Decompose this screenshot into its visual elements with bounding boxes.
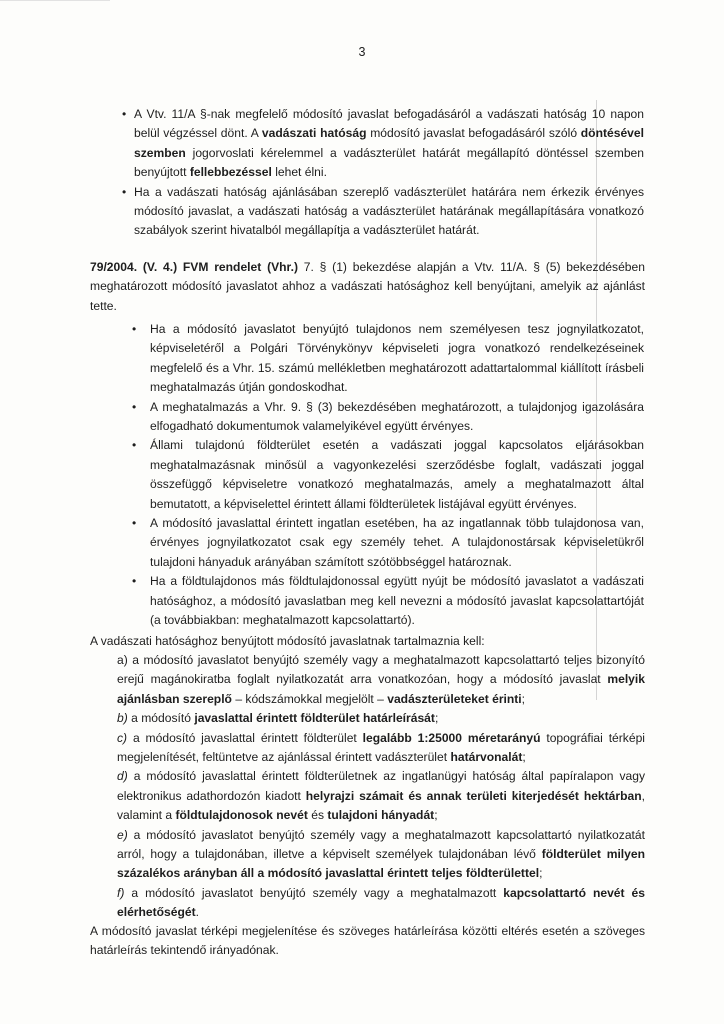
list-item: d) a módosító javaslattal érintett földterületnek az ingatlanügyi hatóság által papíralapon vagy elektronikus adathordozón kiadott helyrajzi számait és annak területi kiterjedését hektárban, valamint a földtulajdonosok nevét és tulajdoni hányadát; bbox=[117, 769, 645, 823]
rendelet-paragraph: 79/2004. (V. 4.) FVM rendelet (Vhr.) 7. § (1) bekezdése alapján a Vtv. 11/A. § (5) bekezdésében meghatározott módosító javaslatot ahhoz a vadászati hatósághoz kell benyújtani, amelyik az ajánlást tette. bbox=[90, 260, 645, 313]
closing-paragraph: A módosító javaslat térképi megjelenítése és szöveges határleírása közötti eltérés esetén a szöveges határleírás tekintendő irányadónak. bbox=[90, 924, 645, 958]
list-item: • A Vtv. 11/A §-nak megfelelő módosító javaslat befogadásáról a vadászati hatóság 10 napon belül végzéssel dönt. A vadászati hatóság módosító javaslat befogadásáról szóló döntésével szemben jogorvoslati kérelemmel a vadászterület határát megállapító döntéssel szemben benyújtott fellebbezéssel lehet élni. bbox=[122, 105, 644, 183]
list-item: • A meghatalmazás a Vhr. 9. § (3) bekezdésében meghatározott, a tulajdonjog igazolására elfogadható dokumentumok valamelyikével együtt érvényes. bbox=[132, 398, 644, 437]
scan-edge-mark bbox=[0, 0, 110, 1]
hatosag-dontes-list bbox=[122, 105, 644, 241]
list-item: a) a módosító javaslatot benyújtó személy vagy a meghatalmazott kapcsolattartó teljes bizonyító erejű magánokiratba foglalt nyilatkozatát arra vonatkozóan, hogy a módosító javaslat melyik ajánlásban szereplő – kódszámokkal megjelölt – vadászterületeket érinti; bbox=[117, 653, 645, 706]
list-item: c) a módosító javaslattal érintett földterület legalább 1:25000 méretarányú topográfiai térképi megjelenítését, feltüntetve az ajánlással érintett vadászterület határvonalát; bbox=[117, 730, 645, 765]
list-item: • Ha a módosító javaslatot benyújtó tulajdonos nem személyesen tesz jognyilatkozatot, képviseletéről a Polgári Törvénykönyv képviseleti jogra vonatkozó rendelkezéseinek megfelelő és a Vhr. 15. számú mellékletben meghatározott adattartalommal kiállított írásbeli meghatalmazás útján gondoskodhat. bbox=[132, 320, 644, 398]
tartalom-list bbox=[117, 651, 645, 923]
list-item: e) a módosító javaslatot benyújtó személy vagy a meghatalmazott kapcsolattartó nyilatkozatát arról, hogy a tulajdonában, illetve a képviselt személyek tulajdonában lévő földterület milyen százalékos arányban áll a módosító javaslattal érintett teljes földterülettel; bbox=[117, 827, 646, 881]
list-item: • Állami tulajdonú földterület esetén a vadászati joggal kapcsolatos eljárásokban meghatalmazásnak minősül a vagyonkezelési szerződésbe foglalt, vadászati joggal összefüggő képviseletre vonatkozó meghatalmazás, amely a meghatalmazott által bemutatott, a képviselettel érintett állami földterületek listájával együtt érvényes. bbox=[132, 436, 644, 514]
meghatalmazas-list bbox=[132, 320, 644, 631]
list-item: b) a módosító javaslattal érintett földterület határleírását; bbox=[117, 711, 439, 726]
list-item: • A módosító javaslattal érintett ingatlan esetében, ha az ingatlannak több tulajdonosa van, érvényes jognyilatkozatot csak egy személy tehet. A tulajdonostársak képviseletükről tulajdoni hányaduk arányában számított szótöbbséggel határoznak. bbox=[132, 514, 644, 572]
list-item: f) a módosító javaslatot benyújtó személy vagy a meghatalmazott kapcsolattartó nevét és elérhetőségét. bbox=[117, 885, 645, 920]
tartalom-intro: A vadászati hatósághoz benyújtott módosító javaslatnak tartalmaznia kell: bbox=[90, 634, 485, 648]
list-item: • Ha a vadászati hatóság ajánlásában szereplő vadászterület határára nem érkezik érvényes módosító javaslat, a vadászati hatóság a vadászterület határának megállapítására vonatkozó szabályok szerint hivatalból megállapítja a vadászterület határát. bbox=[122, 183, 644, 241]
list-item: • Ha a földtulajdonos más földtulajdonossal együtt nyújt be módosító javaslatot a vadászati hatósághoz, a módosító javaslatban meg kell nevezni a módosító javaslat kapcsolattartóját (a továbbiakban: meghatalmazott kapcsolattartó). bbox=[132, 572, 644, 630]
page-number: 3 bbox=[358, 45, 366, 59]
